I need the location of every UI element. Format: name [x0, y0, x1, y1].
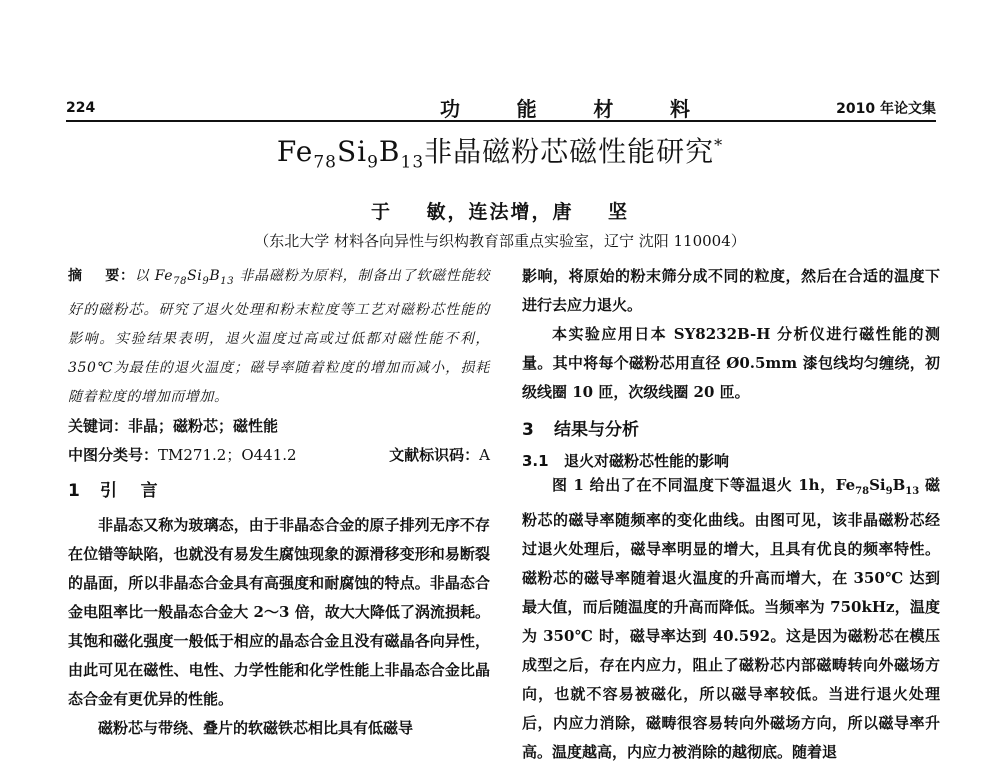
left-column: [68, 262, 490, 743]
results-paragraph: 图 1 给出了在不同温度下等温退火 1h，$Fe_{78}Si_9B_{13}$ 磁粉芯的磁导率随频率的变化曲线。由图可见，该非晶磁粉芯经过退火处理后，磁导率明显的增大，且具有优良的频率特性。磁粉芯的磁导率随着退火温度的升高而增大，在 350℃ 达到最大值，而后随温度的升高而降低。当频率为 750kHz，温度为 350℃ 时，磁导率达到 40.592。这是因为磁粉芯在模压成型之后，存在内应力，阻止了磁粉芯内部磁畴转向外磁场方向，也就不容易被磁化，所以磁导率较低。当进行退火处理后，内应力消除，磁畴很容易转向外磁场方向，所以磁导率升高。温度越高，内应力被消除的越彻底。随着退: [522, 476, 940, 761]
clc-label: 中图分类号：: [68, 445, 159, 464]
abstract: 摘 要：以 $Fe_{78}Si_9B_{13}$ 非晶磁粉为原料，制备出了软磁性能较好的磁粉芯。研究了退火处理和粉末粒度等工艺对磁粉芯性能的影响。实验结果表明，退火温度过高或过低都对磁性能不利，350℃为最佳的退火温度；磁导率随着粒度的增加而减小，损耗随着粒度的增加而增加。: [68, 268, 490, 405]
title-text: 非晶磁粉芯磁性能研究: [424, 135, 715, 168]
header-rule: [66, 120, 936, 122]
intro-paragraph: 非晶态又称为玻璃态，由于非晶态合金的原子排列无序不存在位错等缺陷，也就没有易发生腐蚀现象的源滑移变形和易断裂的晶面，所以非晶态合金具有高强度和耐腐蚀的特点。非晶态合金电阻率比一般晶态合金大 2～3 倍，故大大降低了涡流损耗。其饱和磁化强度一般低于相应的晶态合金且没有磁晶各向异性，由此可见在磁性、电性、力学性能和化学性能上非晶态合金比晶态合金有更优异的性能。: [68, 515, 490, 708]
classification-line: [68, 441, 490, 470]
paper-title: $Fe_{78}Si_9B_{13}$非晶磁粉芯磁性能研究*: [276, 135, 724, 173]
right-column: [522, 262, 940, 767]
journal-char: 材: [593, 97, 614, 121]
section-heading-results: 3 结果与分析: [522, 420, 639, 440]
keywords: [68, 412, 490, 441]
journal-char: 能: [516, 97, 537, 121]
volume-label: 2010 年论文集: [836, 101, 936, 117]
experiment-paragraph: 本实验应用日本 SY8232B-H 分析仪进行磁性能的测量。其中将每个磁粉芯用直径 Ø0.5mm 漆包线均匀缠绕，初级线圈 10 匝，次级线圈 20 匝。: [522, 325, 940, 401]
page-number: 224: [66, 100, 96, 116]
method-paragraph-cont: 影响，将原始的粉末筛分成不同的粒度，然后在合适的温度下进行去应力退火。: [522, 267, 940, 314]
affiliation: （东北大学 材料各向异性与织构教育部重点实验室，辽宁 沈阳 110004）: [254, 232, 746, 250]
journal-char: 功: [440, 97, 460, 121]
keywords-text: 非晶；磁粉芯；磁性能: [128, 416, 279, 435]
footnote-mark: *: [714, 135, 724, 155]
subsection-heading-annealing: 3.1 退火对磁粉芯性能的影响: [522, 452, 730, 470]
intro-paragraph-2: 磁粉芯与带绕、叠片的软磁铁芯相比具有低磁导: [98, 718, 414, 737]
clc-value: TM271.2；O441.2: [158, 445, 297, 464]
journal-char: 料: [669, 97, 690, 121]
keywords-label: 关键词：: [68, 416, 129, 435]
author-list: 于 敏，连法增，唐 坚: [371, 201, 629, 223]
doc-code-value: A: [479, 445, 490, 464]
doc-code-label: 文献标识码：: [389, 445, 480, 464]
abstract-text: 非晶磁粉为原料，制备出了软磁性能较好的磁粉芯。研究了退火处理和粉末粒度等工艺对磁粉芯性能的影响。实验结果表明，退火温度过高或过低都对磁性能不利，350℃为最佳的退火温度；磁导率随着粒度的增加而减小，损耗随着粒度的增加而增加。: [68, 268, 490, 405]
journal-title: [440, 93, 690, 122]
abstract-label: 摘 要：: [68, 268, 135, 284]
section-heading-intro: 1 引 言: [68, 480, 158, 501]
